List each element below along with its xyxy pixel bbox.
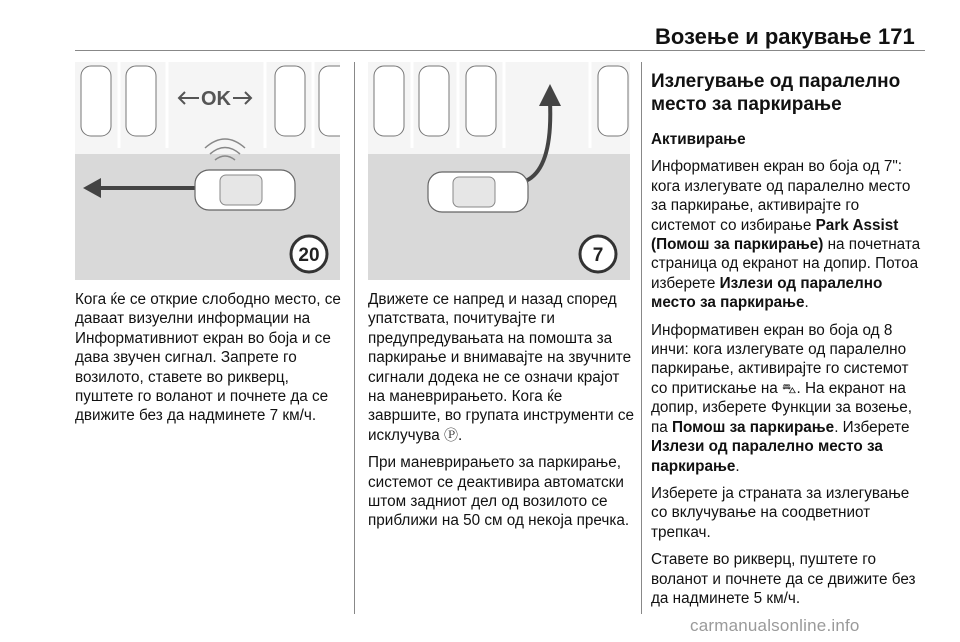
left-column bbox=[75, 290, 347, 434]
page-header-title: Возење и ракување bbox=[655, 24, 872, 49]
section-heading: Излегување од паралелно место за паркирање bbox=[651, 71, 901, 115]
middle-column bbox=[368, 290, 636, 539]
right-paragraph-3: Изберете ја страната за излегување со вклучување на соодветниот трепкач. bbox=[651, 484, 910, 541]
figure-manoeuvre bbox=[368, 62, 630, 280]
page-number: 171 bbox=[878, 24, 915, 49]
manoeuvre-scene-illustration bbox=[368, 62, 630, 280]
figure-badge-number: 20 bbox=[298, 245, 320, 266]
ok-label: OK bbox=[201, 88, 231, 110]
footer-watermark: carmanualsonline.info bbox=[690, 616, 860, 635]
manoeuvring-car-icon bbox=[428, 172, 528, 212]
middle-paragraph-2: При маневрирањето за паркирање, системот се деактивира автоматски штом задниот дел од возилото се приближи на 50 см од некоја пречка. bbox=[368, 454, 630, 530]
right-paragraph-1: Информативен екран во боја од 7": кога излегувате од паралелно место за паркирање, активирајте го системот со избирање Park Assist (Помош за паркирање) на почетната страница од екранот на допир. Потоа изберете Излези од паралелно место за паркирање. bbox=[651, 158, 921, 312]
column-divider-1 bbox=[354, 62, 355, 614]
right-paragraph-2: Информативен екран во боја од 8 инчи: кога излегувате од паралелно паркирање, активирајте го системот со притискање на ⛍. На екранот на допир, изберете Функции за возење, па Помош за паркирање. Изберете Излези од паралелно место за паркирање. bbox=[651, 321, 912, 475]
left-paragraph: Кога ќе се открие слободно место, се даваат визуелни информации на Информативниот екран во боја и се дава звучен сигнал. Запрете го возилото, ставете во рикверц, пуштете го воланот и почнете да се движите без да надминете 7 км/ч. bbox=[75, 291, 341, 425]
parking-scene-illustration bbox=[75, 62, 340, 280]
figure-badge-number: 7 bbox=[592, 245, 604, 266]
parking-assist-icon: Ⓟ bbox=[443, 426, 458, 443]
car-park-button-icon: ⛍ bbox=[782, 379, 797, 396]
right-column bbox=[651, 70, 927, 616]
subheading-activation: Активирање bbox=[651, 131, 746, 148]
middle-paragraph-1: Движете се напред и назад според упатствата, почитувајте ги предупредувањата на помошта за паркирање и внимавајте на звучните сигнали додека не се означи крајот на маневрирањето. Кога ќе завршите, во групата инструменти се исклучува Ⓟ. bbox=[368, 291, 635, 444]
right-paragraph-4: Ставете во рикверц, пуштете го воланот и почнете да се движите без да надминете 5 км/ч. bbox=[651, 551, 916, 607]
moving-car-icon bbox=[195, 170, 295, 210]
header-rule bbox=[75, 50, 925, 51]
figure-parking-space-detected bbox=[75, 62, 340, 280]
column-divider-2 bbox=[641, 62, 642, 614]
